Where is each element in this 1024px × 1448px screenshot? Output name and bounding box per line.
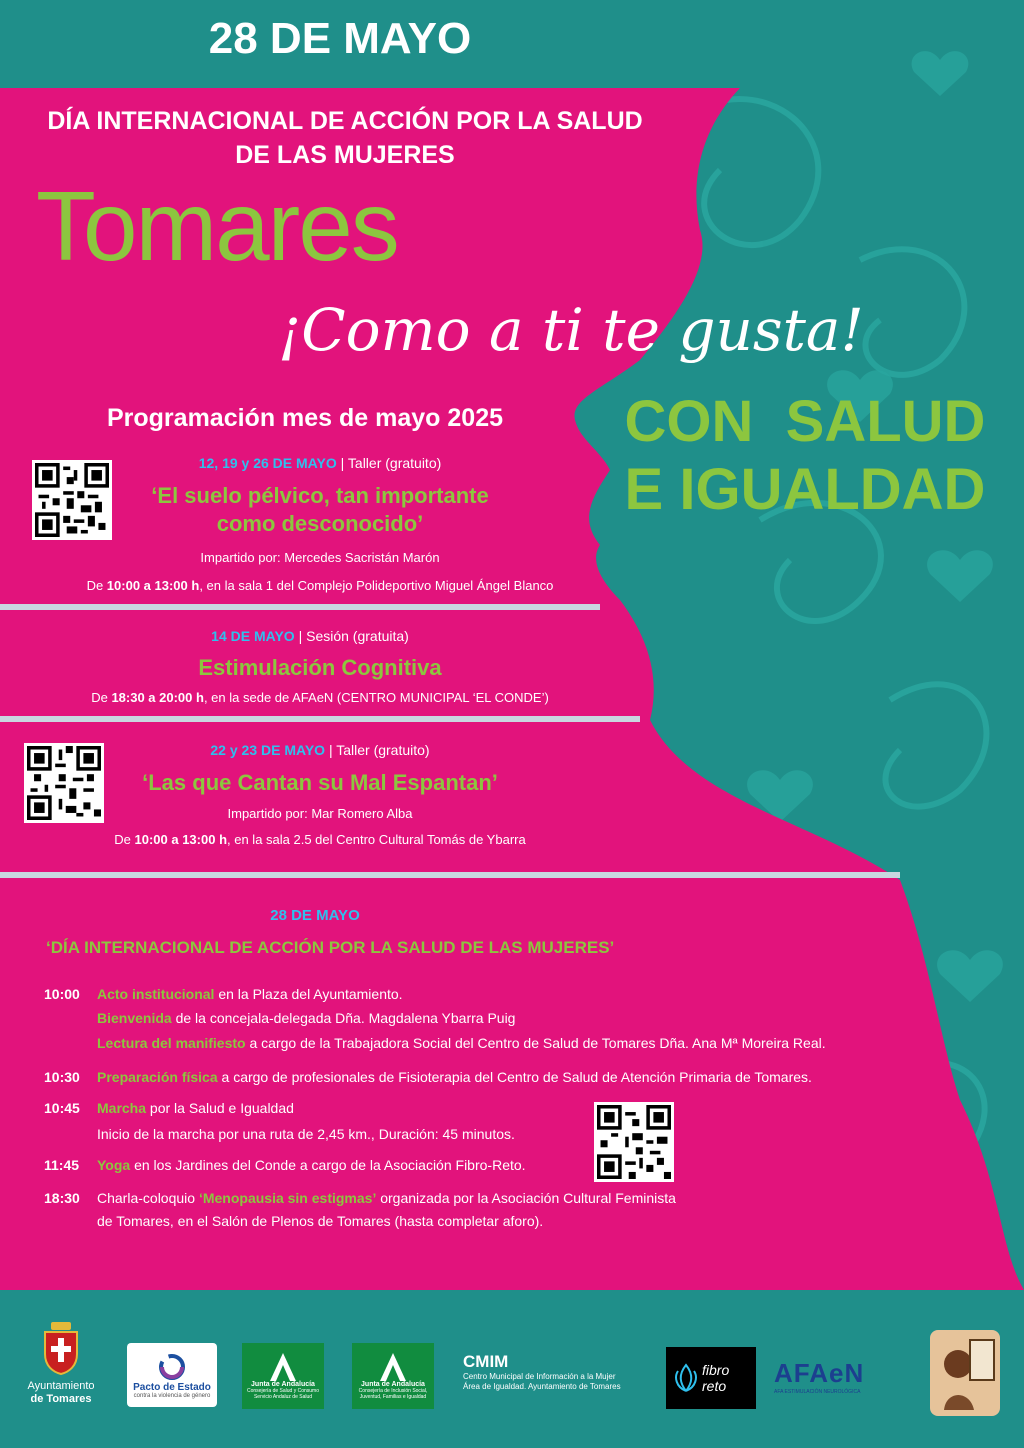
- schedule-detail: por la Salud e Igualdad: [146, 1100, 294, 1116]
- header-subtitle-line2: DE LAS MUJERES: [235, 141, 455, 169]
- logo-feminist-association[interactable]: [930, 1330, 1000, 1416]
- schedule-highlight: Acto institucional: [97, 986, 215, 1002]
- schedule-highlight: ‘Menopausia sin estigmas’: [198, 1190, 377, 1206]
- header-subtitle: [0, 104, 690, 172]
- slogan-line2: E IGUALDAD: [624, 457, 986, 522]
- schedule-detail: de Tomares, en el Salón de Plenos de Tomares (hasta completar aforo).: [97, 1213, 544, 1229]
- junta-andalucia-icon: [268, 1353, 298, 1381]
- schedule-detail: a cargo de profesionales de Fisioterapia del Centro de Salud de Atención Primaria de Tomares.: [217, 1069, 812, 1085]
- event3-by: Impartido por: Mar Romero Alba: [227, 806, 413, 821]
- event1-title-line1: ‘El suelo pélvico, tan importante: [151, 483, 489, 508]
- schedule-text: [97, 1190, 676, 1206]
- event1-type: Taller (gratuito): [347, 455, 442, 471]
- schedule-highlight: Lectura del manifiesto: [97, 1035, 246, 1051]
- ayto-line1: Ayuntamiento: [27, 1380, 95, 1392]
- event3-place: , en la sala 2.5 del Centro Cultural Tomás de Ybarra: [227, 832, 526, 847]
- event3-time: [40, 832, 600, 847]
- brand-tomares: Tomares: [36, 171, 398, 281]
- fibro-text: fibro reto: [702, 1362, 730, 1394]
- event3-time-prefix: De: [114, 832, 135, 847]
- schedule-text: [97, 1126, 515, 1142]
- event3-header: [110, 742, 530, 758]
- day-date: 28 DE MAYO: [270, 907, 360, 924]
- logo-pacto-estado[interactable]: [127, 1343, 217, 1407]
- pacto-line1: Pacto de Estado: [133, 1381, 211, 1393]
- event3-type: Taller (gratuito): [336, 742, 430, 758]
- schedule-detail: a cargo de la Trabajadora Social del Centro de Salud de Tomares Dña. Ana Mª Moreira Real.: [245, 1035, 826, 1051]
- event1-time-prefix: De: [86, 578, 107, 593]
- logo-fibro-reto[interactable]: [666, 1347, 756, 1409]
- junta1-sub: Consejería de Salud y Consumo Servicio Andaluz de Salud: [247, 1387, 319, 1400]
- event1-by: Impartido por: Mercedes Sacristán Marón: [200, 550, 440, 565]
- schedule-text: [97, 1213, 543, 1229]
- event2-place: , en la sede de AFAeN (CENTRO MUNICIPAL ‘EL CONDE’): [203, 690, 549, 705]
- logo-ayuntamiento[interactable]: [22, 1320, 100, 1406]
- event2-time: [20, 690, 620, 705]
- event1-date: 12, 19 y 26 DE MAYO: [198, 455, 337, 471]
- cmim-line1: Centro Municipal de Información a la Mujer: [463, 1372, 616, 1381]
- schedule-text: [97, 1010, 515, 1026]
- cmim-title: CMIM: [463, 1352, 509, 1371]
- schedule-text: [97, 1069, 812, 1085]
- schedule-text: [97, 1157, 526, 1173]
- schedule-time: 10:00: [44, 986, 80, 1002]
- schedule-time: 10:45: [44, 1100, 80, 1116]
- qr-code-day[interactable]: [594, 1102, 674, 1182]
- schedule-detail: de la concejala-delegada Dña. Magdalena Ybarra Puig: [171, 1010, 516, 1026]
- schedule-text: [97, 1035, 826, 1051]
- event2-time-prefix: De: [91, 690, 112, 705]
- separator-3: [0, 872, 900, 878]
- slogan: [600, 388, 1010, 524]
- schedule-text: [97, 986, 403, 1002]
- junta-andalucia-icon: [378, 1353, 408, 1381]
- schedule-time: 10:30: [44, 1069, 80, 1085]
- tagline: ¡Como a ti te gusta!: [278, 296, 864, 364]
- schedule-text: [97, 1100, 294, 1116]
- day-title: ‘DÍA INTERNACIONAL DE ACCIÓN POR LA SALUD DE LAS MUJERES’: [46, 938, 615, 957]
- logo-afaen[interactable]: [774, 1358, 904, 1395]
- event1-title-line2: como desconocido’: [216, 511, 424, 536]
- event2-divider: |: [298, 628, 307, 644]
- separator-2: [0, 716, 640, 722]
- afaen-sub: AFA ESTIMULACIÓN NEUROLÓGICA: [774, 1389, 861, 1395]
- header-date: 28 DE MAYO: [208, 14, 472, 63]
- event1-title: [80, 482, 560, 538]
- schedule-highlight: Marcha: [97, 1100, 147, 1116]
- ayto-line2: de Tomares: [30, 1393, 92, 1405]
- schedule-detail: Inicio de la marcha por una ruta de 2,45 km., Duración: 45 minutos.: [97, 1126, 515, 1142]
- logo-cmim[interactable]: [463, 1352, 653, 1392]
- event3-divider: |: [328, 742, 337, 758]
- schedule-detail: en los Jardines del Conde a cargo de la Asociación Fibro-Reto.: [130, 1157, 526, 1173]
- junta2-sub: Consejería de Inclusión Social, Juventud, Familias e Igualdad: [358, 1387, 428, 1400]
- slogan-line1: CON SALUD: [624, 389, 986, 454]
- schedule-detail: en la Plaza del Ayuntamiento.: [214, 986, 403, 1002]
- junta1-title: Junta de Andalucía: [251, 1380, 315, 1388]
- fibro-symbol-icon: [674, 1363, 698, 1393]
- qr-code-icon: [597, 1105, 671, 1179]
- event2-header: [100, 628, 520, 644]
- schedule-highlight: Bienvenida: [97, 1010, 172, 1026]
- event1-header: [110, 455, 530, 471]
- event1-divider: |: [340, 455, 348, 471]
- schedule-prefix: Charla-coloquio: [97, 1190, 199, 1206]
- footer: [0, 1300, 1024, 1448]
- event2-type: Sesión (gratuita): [306, 628, 409, 644]
- logo-junta-igualdad[interactable]: [352, 1343, 434, 1409]
- schedule-highlight: Yoga: [97, 1157, 131, 1173]
- logo-junta-salud[interactable]: [242, 1343, 324, 1409]
- event1-time: [20, 578, 620, 593]
- cmim-line2: Área de Igualdad. Ayuntamiento de Tomares: [463, 1382, 621, 1391]
- pacto-line2: contra la violencia de género: [133, 1392, 211, 1399]
- schedule-time: 11:45: [44, 1157, 80, 1173]
- coat-of-arms-icon: [41, 1320, 81, 1376]
- event3-title: ‘Las que Cantan su Mal Espantan’: [142, 770, 498, 795]
- separator-1: [0, 604, 600, 610]
- event1-place: , en la sala 1 del Complejo Polideportivo Miguel Ángel Blanco: [199, 578, 554, 593]
- schedule-time: 18:30: [44, 1190, 80, 1206]
- junta2-title: Junta de Andalucía: [361, 1380, 425, 1388]
- header-subtitle-line1: DÍA INTERNACIONAL DE ACCIÓN POR LA SALUD: [47, 107, 643, 135]
- program-title: Programación mes de mayo 2025: [106, 404, 504, 432]
- schedule-highlight: Preparación física: [97, 1069, 218, 1085]
- event3-time-value: 10:00 a 13:00 h: [134, 832, 228, 847]
- event2-date: 14 DE MAYO: [211, 628, 295, 644]
- pacto-symbol-icon: [152, 1352, 192, 1382]
- event2-title: Estimulación Cognitiva: [198, 655, 442, 680]
- event1-time-value: 10:00 a 13:00 h: [106, 578, 200, 593]
- event3-date: 22 y 23 DE MAYO: [210, 742, 326, 758]
- schedule-detail: organizada por la Asociación Cultural Feminista: [376, 1190, 676, 1206]
- event2-time-value: 18:30 a 20:00 h: [111, 690, 204, 705]
- illustration-woman-icon: [930, 1330, 1000, 1416]
- afaen-text: AFAeN: [774, 1358, 865, 1388]
